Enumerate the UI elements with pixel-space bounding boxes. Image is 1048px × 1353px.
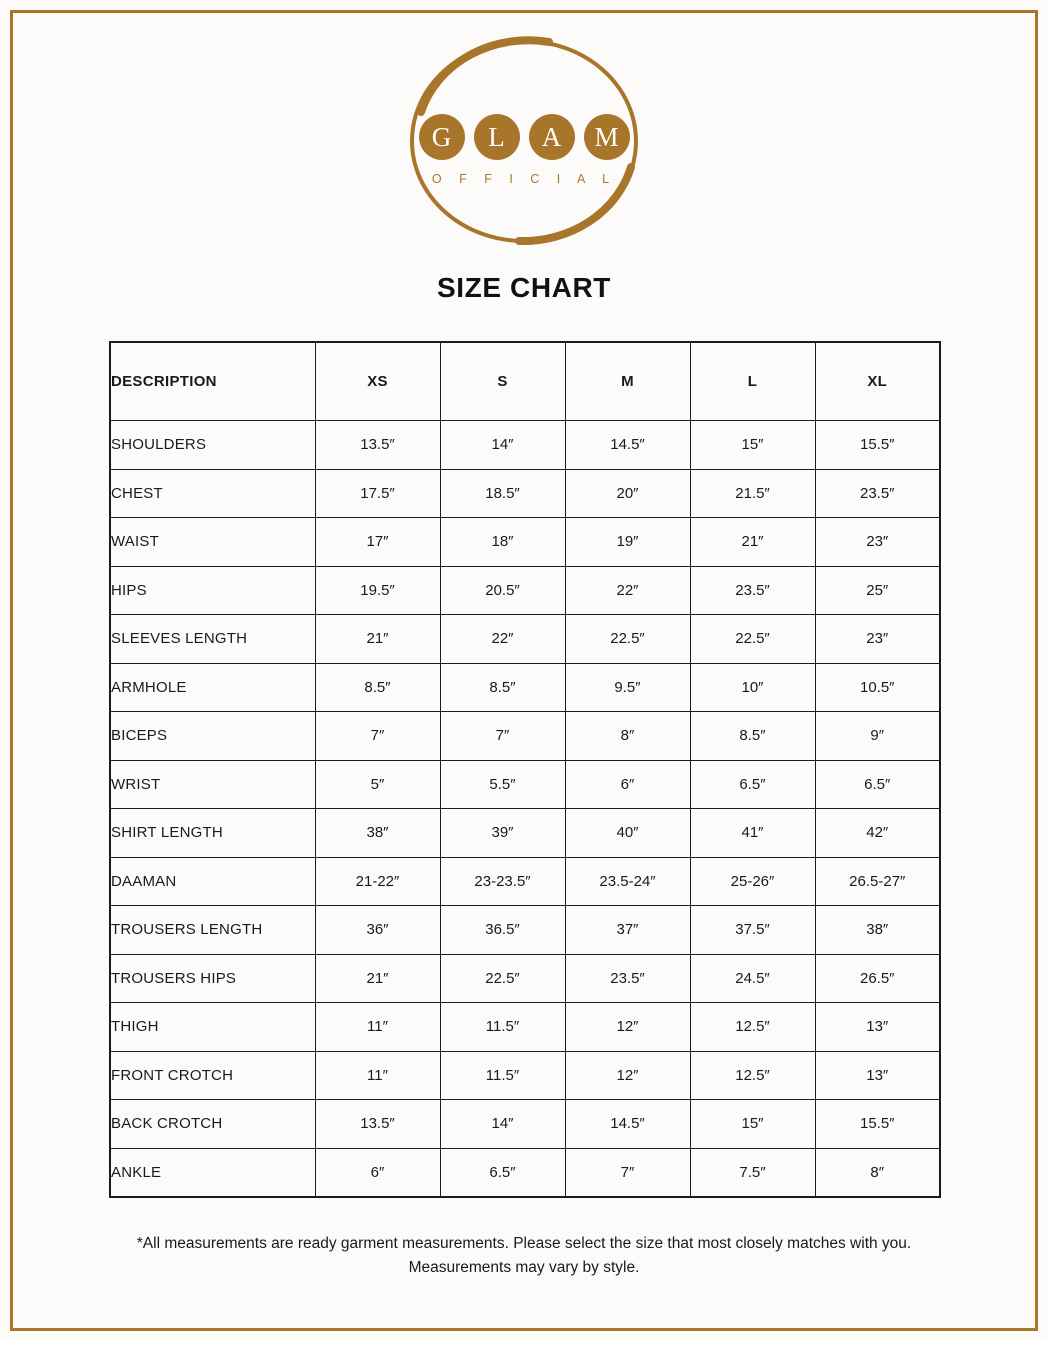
- column-header-xs: XS: [315, 342, 440, 421]
- cell-m: 7″: [565, 1148, 690, 1197]
- cell-xl: 26.5″: [815, 954, 940, 1003]
- cell-s: 7″: [440, 712, 565, 761]
- row-label: SLEEVES LENGTH: [110, 615, 315, 664]
- cell-xl: 10.5″: [815, 663, 940, 712]
- table-row: [110, 663, 940, 712]
- cell-xl: 42″: [815, 809, 940, 858]
- cell-l: 22.5″: [690, 615, 815, 664]
- size-chart-table-wrap: [109, 341, 939, 1198]
- table-row: [110, 518, 940, 567]
- cell-xs: 6″: [315, 1148, 440, 1197]
- row-label: ARMHOLE: [110, 663, 315, 712]
- table-row: [110, 615, 940, 664]
- cell-l: 21″: [690, 518, 815, 567]
- cell-s: 23-23.5″: [440, 857, 565, 906]
- column-header-xl: XL: [815, 342, 940, 421]
- cell-m: 23.5″: [565, 954, 690, 1003]
- logo-letter: L: [474, 114, 520, 160]
- table-row: [110, 469, 940, 518]
- cell-s: 14″: [440, 1100, 565, 1149]
- row-label: HIPS: [110, 566, 315, 615]
- cell-xl: 26.5-27″: [815, 857, 940, 906]
- row-label: CHEST: [110, 469, 315, 518]
- row-label: DAAMAN: [110, 857, 315, 906]
- table-row: [110, 760, 940, 809]
- cell-xl: 15.5″: [815, 421, 940, 470]
- cell-l: 7.5″: [690, 1148, 815, 1197]
- cell-l: 15″: [690, 421, 815, 470]
- row-label: SHIRT LENGTH: [110, 809, 315, 858]
- footnote-line-2: Measurements may vary by style.: [408, 1259, 640, 1277]
- cell-s: 39″: [440, 809, 565, 858]
- cell-xl: 38″: [815, 906, 940, 955]
- row-label: WRIST: [110, 760, 315, 809]
- cell-xl: 13″: [815, 1003, 940, 1052]
- cell-xl: 8″: [815, 1148, 940, 1197]
- row-label: TROUSERS LENGTH: [110, 906, 315, 955]
- cell-xl: 25″: [815, 566, 940, 615]
- table-row: [110, 906, 940, 955]
- column-header-l: L: [690, 342, 815, 421]
- cell-l: 10″: [690, 663, 815, 712]
- cell-m: 6″: [565, 760, 690, 809]
- cell-s: 18″: [440, 518, 565, 567]
- cell-m: 22.5″: [565, 615, 690, 664]
- cell-xs: 7″: [315, 712, 440, 761]
- cell-s: 20.5″: [440, 566, 565, 615]
- cell-s: 36.5″: [440, 906, 565, 955]
- cell-l: 25-26″: [690, 857, 815, 906]
- cell-xs: 8.5″: [315, 663, 440, 712]
- table-header: [110, 342, 940, 421]
- cell-m: 9.5″: [565, 663, 690, 712]
- cell-l: 24.5″: [690, 954, 815, 1003]
- table-row: [110, 421, 940, 470]
- table-row: [110, 1148, 940, 1197]
- row-label: ANKLE: [110, 1148, 315, 1197]
- cell-xs: 21″: [315, 615, 440, 664]
- cell-xs: 13.5″: [315, 421, 440, 470]
- cell-s: 11.5″: [440, 1051, 565, 1100]
- cell-xl: 13″: [815, 1051, 940, 1100]
- table-row: [110, 954, 940, 1003]
- cell-xs: 21″: [315, 954, 440, 1003]
- table-row: [110, 712, 940, 761]
- cell-xs: 5″: [315, 760, 440, 809]
- cell-s: 11.5″: [440, 1003, 565, 1052]
- table-row: [110, 1003, 940, 1052]
- cell-xl: 15.5″: [815, 1100, 940, 1149]
- row-label: SHOULDERS: [110, 421, 315, 470]
- cell-xs: 17″: [315, 518, 440, 567]
- row-label: FRONT CROTCH: [110, 1051, 315, 1100]
- cell-m: 14.5″: [565, 1100, 690, 1149]
- size-chart-table: [109, 341, 941, 1198]
- cell-xs: 11″: [315, 1003, 440, 1052]
- cell-m: 8″: [565, 712, 690, 761]
- table-row: [110, 566, 940, 615]
- page-title: SIZE CHART: [437, 272, 611, 303]
- row-label: TROUSERS HIPS: [110, 954, 315, 1003]
- row-label: BICEPS: [110, 712, 315, 761]
- cell-s: 18.5″: [440, 469, 565, 518]
- cell-l: 6.5″: [690, 760, 815, 809]
- cell-l: 12.5″: [690, 1003, 815, 1052]
- cell-xs: 17.5″: [315, 469, 440, 518]
- cell-m: 14.5″: [565, 421, 690, 470]
- row-label: WAIST: [110, 518, 315, 567]
- table-row: [110, 1100, 940, 1149]
- cell-m: 22″: [565, 566, 690, 615]
- cell-xl: 23″: [815, 615, 940, 664]
- logo-letter: M: [584, 114, 630, 160]
- table-row: [110, 1051, 940, 1100]
- column-header-description: DESCRIPTION: [110, 342, 315, 421]
- cell-m: 40″: [565, 809, 690, 858]
- cell-s: 14″: [440, 421, 565, 470]
- cell-l: 41″: [690, 809, 815, 858]
- cell-l: 23.5″: [690, 566, 815, 615]
- cell-xs: 38″: [315, 809, 440, 858]
- cell-xs: 21-22″: [315, 857, 440, 906]
- cell-xl: 23.5″: [815, 469, 940, 518]
- column-header-m: M: [565, 342, 690, 421]
- cell-s: 5.5″: [440, 760, 565, 809]
- row-label: THIGH: [110, 1003, 315, 1052]
- column-header-s: S: [440, 342, 565, 421]
- table-body: [110, 421, 940, 1198]
- logo-letter: A: [529, 114, 575, 160]
- cell-m: 12″: [565, 1003, 690, 1052]
- logo-subtitle: O F F I C I A L: [431, 172, 617, 186]
- logo-letters: [399, 114, 649, 160]
- cell-l: 12.5″: [690, 1051, 815, 1100]
- cell-m: 20″: [565, 469, 690, 518]
- table-row: [110, 809, 940, 858]
- cell-s: 22.5″: [440, 954, 565, 1003]
- cell-l: 8.5″: [690, 712, 815, 761]
- cell-xl: 6.5″: [815, 760, 940, 809]
- cell-xs: 36″: [315, 906, 440, 955]
- cell-s: 8.5″: [440, 663, 565, 712]
- cell-m: 37″: [565, 906, 690, 955]
- row-label: BACK CROTCH: [110, 1100, 315, 1149]
- table-row: [110, 857, 940, 906]
- brand-logo: [10, 32, 1038, 250]
- cell-xl: 9″: [815, 712, 940, 761]
- logo-letter: G: [419, 114, 465, 160]
- cell-s: 22″: [440, 615, 565, 664]
- cell-xl: 23″: [815, 518, 940, 567]
- cell-l: 21.5″: [690, 469, 815, 518]
- cell-s: 6.5″: [440, 1148, 565, 1197]
- cell-xs: 13.5″: [315, 1100, 440, 1149]
- cell-l: 15″: [690, 1100, 815, 1149]
- cell-m: 19″: [565, 518, 690, 567]
- cell-xs: 19.5″: [315, 566, 440, 615]
- cell-m: 12″: [565, 1051, 690, 1100]
- cell-l: 37.5″: [690, 906, 815, 955]
- footnote: [94, 1232, 954, 1280]
- table-header-row: [110, 342, 940, 421]
- cell-m: 23.5-24″: [565, 857, 690, 906]
- footnote-line-1: *All measurements are ready garment measurements. Please select the size that most closely matches with you.: [136, 1235, 912, 1252]
- cell-xs: 11″: [315, 1051, 440, 1100]
